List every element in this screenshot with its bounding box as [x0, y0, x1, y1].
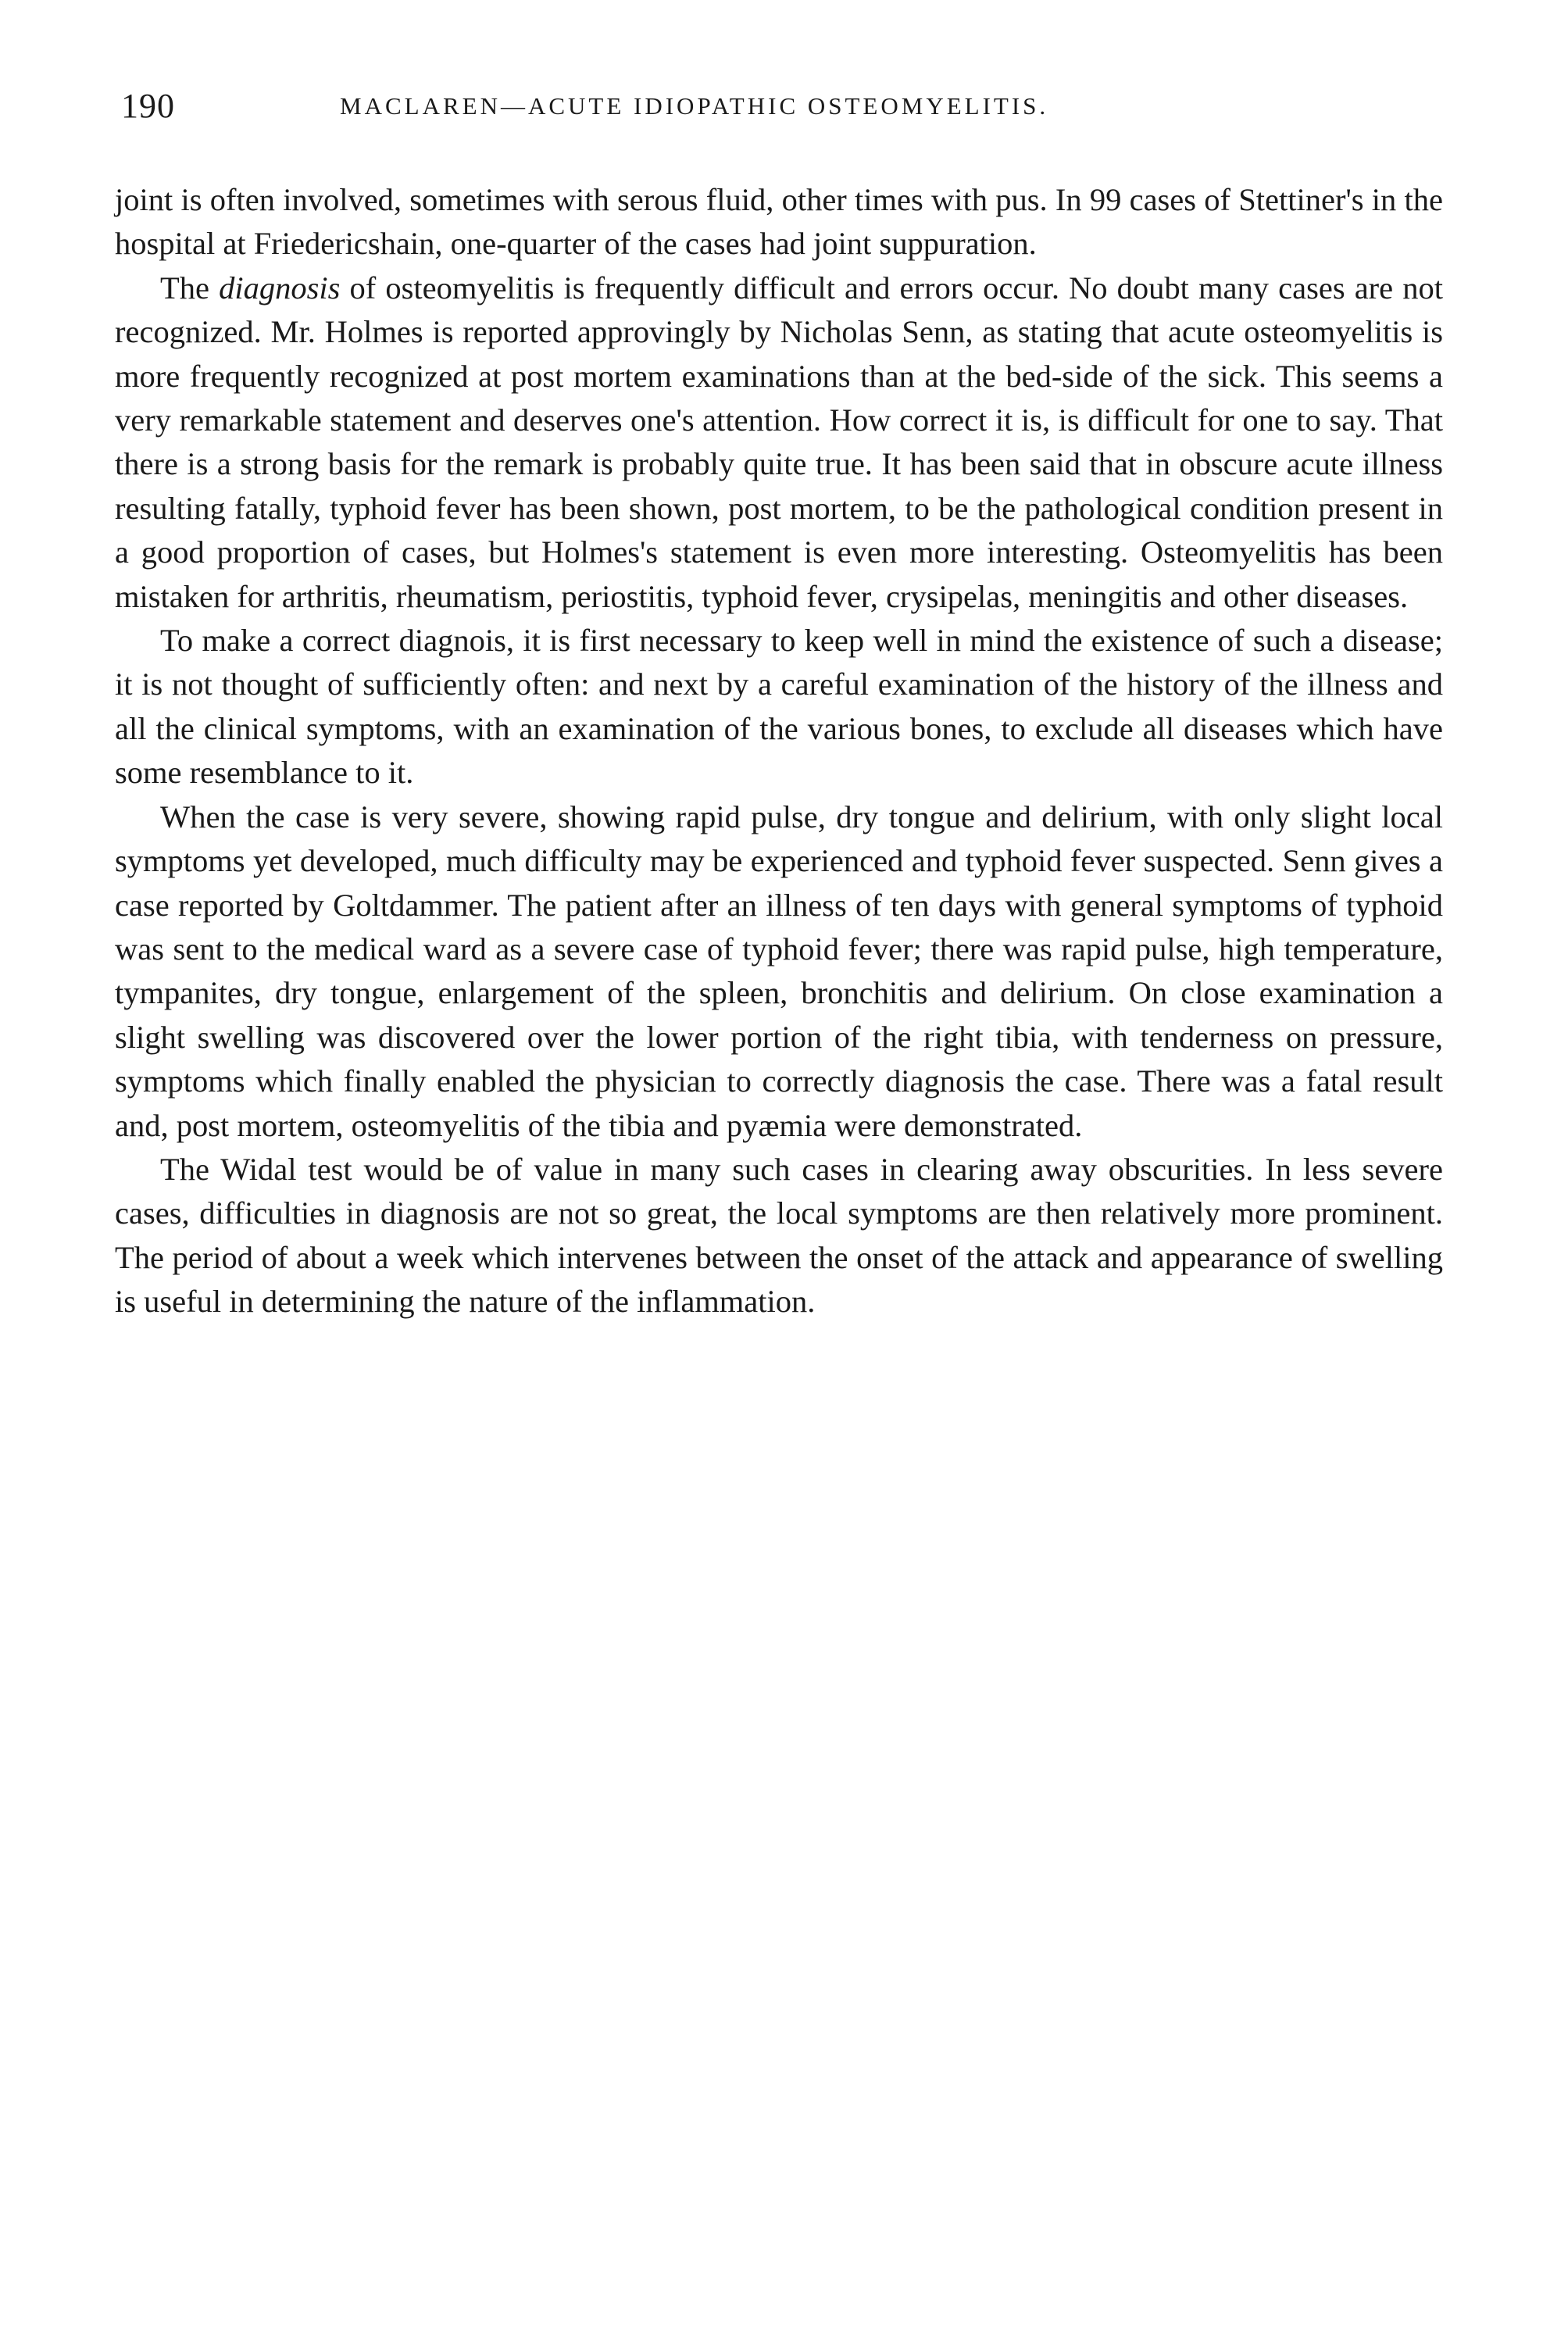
paragraph-5: The Widal test would be of value in many such cases in clearing away obscurities. In less severe cases, difficulties in diagnosis are not so great, the local symptoms are then relatively more prominent. The period of about a week which intervenes between the onset of the attack and appearance of swelling is useful in determining the nature of the inflammation. — [115, 1151, 1443, 1320]
paragraph-1: joint is often involved, sometimes with serous fluid, other times with pus. In 99 cases of Stettiner's in the hospital at Friedericshain, one-quarter of the cases had joint suppuration. — [115, 182, 1443, 262]
page-number: 190 — [121, 87, 175, 125]
body-text — [115, 178, 1443, 1324]
running-title: MACLAREN—ACUTE IDIOPATHIC OSTEOMYELITIS. — [340, 92, 1049, 120]
running-head — [121, 86, 1449, 141]
paragraph-4: When the case is very severe, showing rapid pulse, dry tongue and delirium, with only slight local symptoms yet developed, much difficulty may be experienced and typhoid fever suspected. Senn gives a case reported by Goltdammer. The patient after an illness of ten days with general symptoms of typhoid was sent to the medical ward as a severe case of typhoid fever; there was rapid pulse, high temperature, tympanites, dry tongue, enlargement of the spleen, bronchitis and delirium. On close examination a slight swelling was discovered over the lower portion of the right tibia, with tenderness on pressure, symptoms which finally enabled the physician to correctly diagnosis the case. There was a fatal result and, post mortem, osteomyelitis of the tibia and pyæmia were demonstrated. — [115, 799, 1443, 1143]
paragraph-3: To make a correct diagnois, it is first necessary to keep well in mind the existence of such a disease; it is not thought of sufficiently often: and next by a careful examination of the history of the illness and all the clinical symptoms, with an examination of the various bones, to exclude all diseases which have some resemblance to it. — [115, 623, 1443, 791]
paragraph-2 — [115, 266, 1443, 619]
paragraph-2-lead: The — [160, 270, 220, 305]
paragraph-2-text: of osteomyelitis is frequently difficult and errors occur. No doubt many cases are not recognized. Mr. Holmes is reported approvingly by Nicholas Senn, as stating that acute osteomyelitis is more frequently recognized at post mortem examinations than at the bed-side of the sick. This seems a very remarkable statement and deserves one's attention. How correct it is, is difficult for one to say. That there is a strong basis for the remark is probably quite true. It has been said that in obscure acute illness resulting fatally, typhoid fever has been shown, post mortem, to be the pathological condition present in a good proportion of cases, but Holmes's statement is even more interesting. Osteomyelitis has been mistaken for arthritis, rheumatism, periostitis, typhoid fever, crysipelas, meningitis and other diseases. — [115, 270, 1444, 614]
paragraph-2-italic-term: diagnosis — [219, 270, 341, 305]
